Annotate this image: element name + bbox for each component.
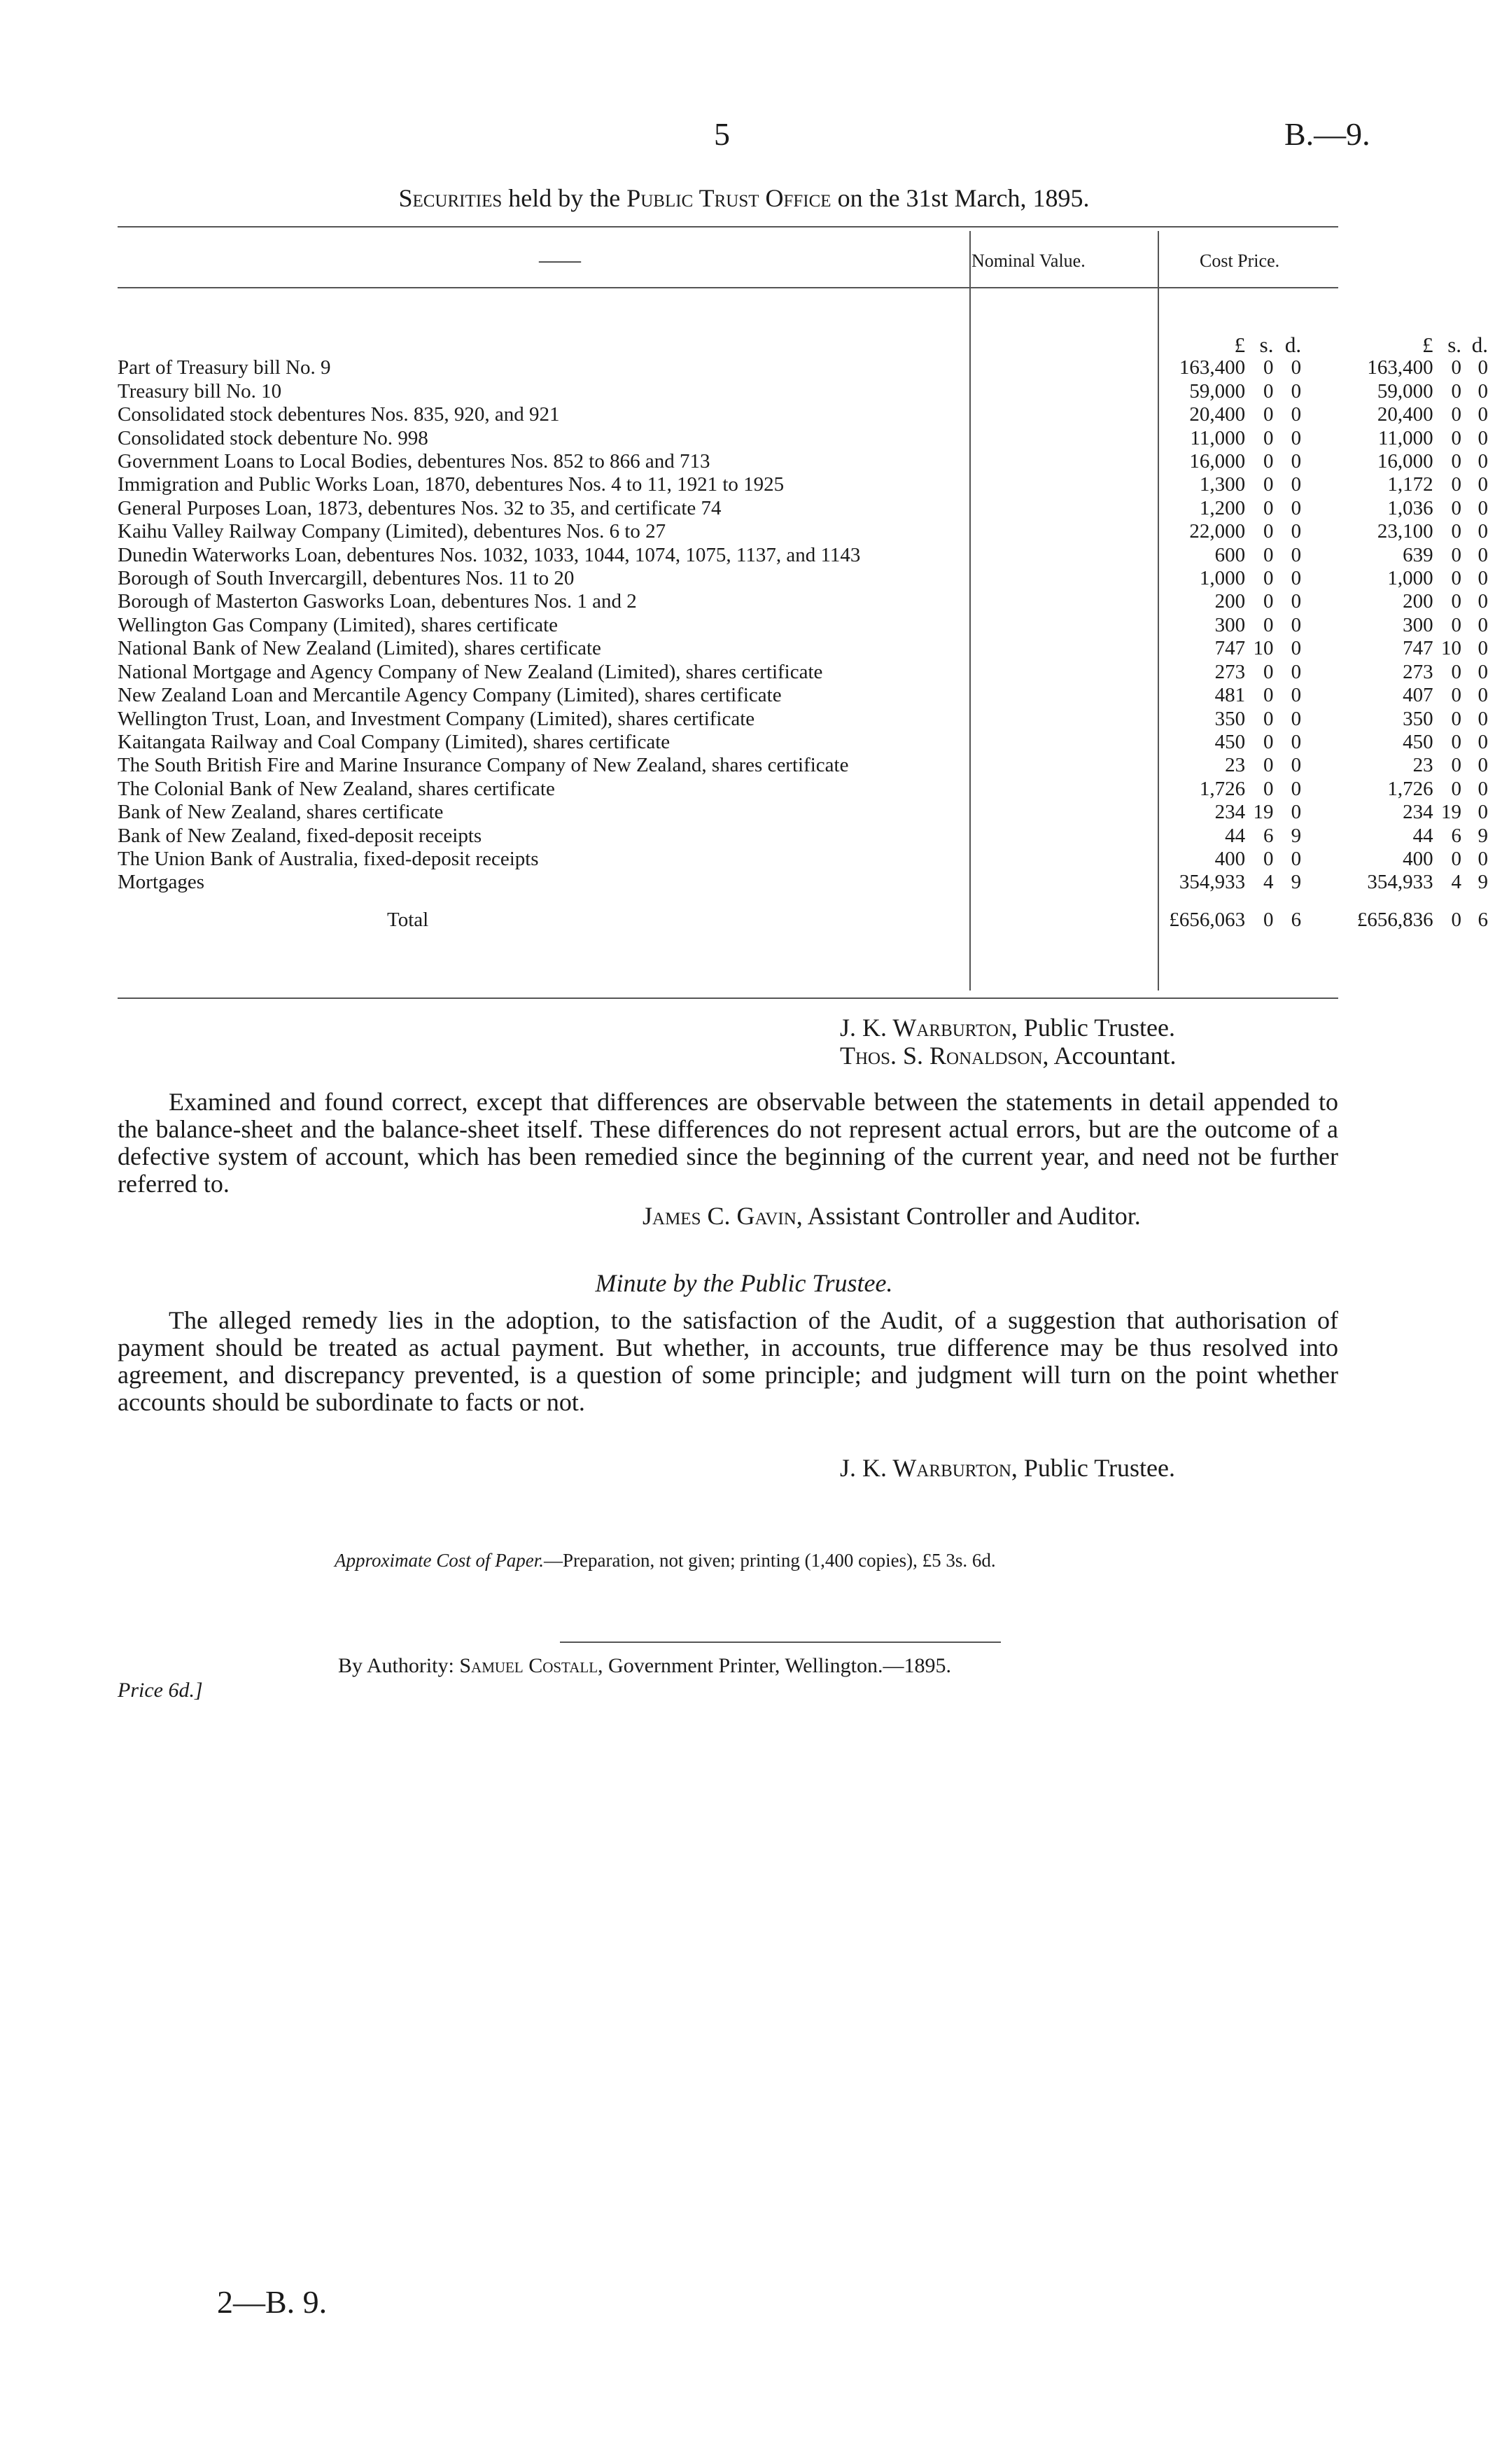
- cost-pounds: 20,400: [1377, 403, 1433, 426]
- nominal-shillings: 0: [1263, 613, 1274, 636]
- minute-paragraph: The alleged remedy lies in the adoption, to the satisfaction of the Audit, of a suggestion that authorisation of payment should be treated as actual payment. But whether, in accounts, true difference may be thus resolved into agreement, and discrepancy prevented, is a question of some principle; and judgment will turn on the point whether accounts should be subordinate to facts or not.: [118, 1306, 1338, 1416]
- nominal-shillings: 4: [1263, 871, 1274, 894]
- signatory-role: Accountant.: [1053, 1042, 1177, 1070]
- security-description: [118, 403, 1140, 426]
- nominal-pence: 0: [1291, 847, 1302, 870]
- nominal-pence: 0: [1291, 660, 1302, 683]
- nominal-pence: 0: [1291, 379, 1302, 402]
- printer-name: Samuel Costall,: [459, 1654, 603, 1677]
- security-description: [118, 731, 1140, 754]
- table-row: [118, 427, 1488, 450]
- signature-minute-trustee: [840, 1454, 1175, 1482]
- page-title: [0, 183, 1488, 213]
- cost-pence: 0: [1478, 707, 1488, 730]
- description-text: Consolidated stock debenture No. 998: [118, 426, 428, 449]
- cost-shillings: 0: [1451, 379, 1462, 402]
- nominal-pounds: 200: [1214, 590, 1246, 613]
- signature-auditor: [643, 1202, 1141, 1230]
- nominal-pounds: 450: [1214, 730, 1246, 753]
- nominal-pence: 0: [1291, 707, 1302, 730]
- cost-pounds: 747: [1403, 637, 1433, 660]
- security-description: [118, 590, 1140, 613]
- security-description: [118, 497, 1140, 520]
- total-nominal-pence: 6: [1291, 908, 1302, 931]
- cost-pounds: 200: [1403, 590, 1433, 613]
- total-label-cell: [118, 895, 1140, 932]
- nominal-pounds: 20,400: [1189, 403, 1246, 426]
- title-word-date: on the 31st March, 1895.: [837, 184, 1090, 212]
- cost-shillings: 6: [1451, 824, 1462, 847]
- security-description: [118, 778, 1140, 801]
- table-header-rule: [118, 287, 1338, 288]
- nominal-pounds: 59,000: [1189, 379, 1246, 402]
- nominal-pence: 0: [1291, 567, 1302, 590]
- cost-pence: 0: [1478, 567, 1488, 590]
- description-text: Bank of New Zealand, shares certificate: [118, 801, 444, 824]
- table-row: [118, 380, 1488, 403]
- nominal-shillings: 0: [1263, 520, 1274, 543]
- description-text: Government Loans to Local Bodies, debentures Nos. 852 to 866 and 713: [118, 450, 710, 473]
- signatory-role: Assistant Controller and Auditor.: [807, 1202, 1141, 1230]
- cost-shillings: 0: [1451, 590, 1462, 613]
- nominal-pounds: 1,726: [1199, 777, 1246, 800]
- table-row: [118, 848, 1488, 871]
- nominal-pounds: 600: [1214, 543, 1246, 566]
- cost-shillings: 0: [1451, 684, 1462, 707]
- total-cost-pence: 6: [1478, 908, 1488, 931]
- cost-pence: 0: [1478, 473, 1488, 496]
- nominal-pounds: 400: [1214, 847, 1246, 870]
- signature-public-trustee: [840, 1014, 1175, 1042]
- nominal-shillings: 0: [1263, 403, 1274, 426]
- cost-pence: 0: [1478, 590, 1488, 613]
- signatory-name: Thos. S. Ronaldson,: [840, 1042, 1049, 1070]
- cost-pence: 0: [1478, 847, 1488, 870]
- nominal-pounds: 747: [1214, 637, 1246, 660]
- security-description: [118, 848, 1140, 871]
- nominal-pence: 0: [1291, 356, 1302, 379]
- table-row: [118, 567, 1488, 590]
- description-text: National Mortgage and Agency Company of New Zealand (Limited), shares certificate: [118, 660, 823, 683]
- nominal-shillings: 0: [1263, 730, 1274, 753]
- cost-shillings: 0: [1451, 754, 1462, 777]
- cost-pounds: 16,000: [1377, 450, 1433, 473]
- table-row: [118, 801, 1488, 824]
- description-text: New Zealand Loan and Mercantile Agency Company (Limited), shares certificate: [118, 684, 782, 707]
- security-description: [118, 684, 1140, 707]
- nominal-pounds: 11,000: [1190, 426, 1246, 449]
- description-text: Bank of New Zealand, fixed-deposit receipts: [118, 824, 482, 847]
- nominal-shillings: 0: [1263, 450, 1274, 473]
- nominal-pounds: 350: [1214, 707, 1246, 730]
- signatory-name: J. K. Warburton,: [840, 1454, 1018, 1482]
- header-nominal-value: Nominal Value.: [971, 251, 1086, 271]
- cost-pounds: 450: [1403, 730, 1433, 753]
- table-row: [118, 450, 1488, 473]
- cost-pounds: 273: [1403, 660, 1433, 683]
- sheet-signature-mark: 2—B. 9.: [217, 2284, 328, 2320]
- table-row: [118, 778, 1488, 801]
- nominal-pence: 0: [1291, 543, 1302, 566]
- cost-shillings: 0: [1451, 403, 1462, 426]
- table-row: [118, 754, 1488, 777]
- cost-shillings: 0: [1451, 567, 1462, 590]
- cost-shillings: 0: [1451, 426, 1462, 449]
- cost-of-paper-note: [335, 1550, 996, 1572]
- description-text: The Colonial Bank of New Zealand, shares certificate: [118, 777, 555, 800]
- cost-pence: 0: [1478, 403, 1488, 426]
- cost-pounds: 234: [1403, 801, 1433, 824]
- nominal-pence: 0: [1291, 520, 1302, 543]
- cost-pounds: 11,000: [1377, 426, 1433, 449]
- table-top-rule: [118, 226, 1338, 227]
- table-row: [118, 661, 1488, 684]
- security-description: [118, 661, 1140, 684]
- unit-shilling: s.: [1447, 332, 1462, 357]
- nominal-shillings: 0: [1263, 847, 1274, 870]
- total-label: Total: [387, 908, 429, 931]
- cost-shillings: 0: [1451, 613, 1462, 636]
- total-cost-pounds: £656,836: [1356, 908, 1433, 931]
- table-row: [118, 520, 1488, 543]
- table-bottom-rule: [118, 997, 1338, 999]
- nominal-pence: 0: [1291, 426, 1302, 449]
- table-row: [118, 590, 1488, 613]
- cost-shillings: 0: [1451, 356, 1462, 379]
- description-text: Kaihu Valley Railway Company (Limited), debentures Nos. 6 to 27: [118, 520, 666, 543]
- security-description: [118, 427, 1140, 450]
- signatory-role: Public Trustee.: [1023, 1014, 1175, 1042]
- cost-pence: 9: [1478, 871, 1488, 894]
- cost-pence: 0: [1478, 356, 1488, 379]
- header-blank-column: ——: [539, 248, 581, 272]
- cost-pounds: 23,100: [1377, 520, 1433, 543]
- security-description: [118, 825, 1140, 848]
- description-text: Kaitangata Railway and Coal Company (Limited), shares certificate: [118, 730, 671, 753]
- minute-heading: Minute by the Public Trustee.: [595, 1269, 893, 1297]
- nominal-shillings: 0: [1263, 426, 1274, 449]
- nominal-pounds: 44: [1225, 824, 1246, 847]
- cost-pounds: 1,000: [1387, 567, 1433, 590]
- description-text: Borough of Masterton Gasworks Loan, debentures Nos. 1 and 2: [118, 590, 637, 613]
- cost-shillings: 0: [1451, 496, 1462, 519]
- nominal-pence: 0: [1291, 613, 1302, 636]
- security-description: [118, 637, 1140, 660]
- table-row: [118, 544, 1488, 567]
- description-text: Consolidated stock debentures Nos. 835, 920, and 921: [118, 403, 560, 426]
- security-description: [118, 801, 1140, 824]
- authority-suffix: Government Printer, Wellington.—1895.: [608, 1654, 951, 1677]
- audit-paragraph: Examined and found correct, except that differences are observable between the statements in detail appended to the balance-sheet and the balance-sheet itself. These differences do not represent actual errors, but are the outcome of a defective system of account, which has been remedied since the beginning of the current year, and need not be further referred to.: [118, 1088, 1338, 1198]
- cost-pounds: 300: [1403, 613, 1433, 636]
- authority-prefix: By Authority:: [338, 1654, 454, 1677]
- description-text: The Union Bank of Australia, fixed-deposit receipts: [118, 847, 539, 870]
- cost-shillings: 0: [1451, 847, 1462, 870]
- nominal-shillings: 0: [1263, 473, 1274, 496]
- description-text: Mortgages: [118, 871, 205, 894]
- nominal-pence: 0: [1291, 496, 1302, 519]
- cost-pence: 0: [1478, 496, 1488, 519]
- nominal-pounds: 1,000: [1199, 567, 1246, 590]
- nominal-pounds: 1,300: [1199, 473, 1246, 496]
- cost-shillings: 0: [1451, 520, 1462, 543]
- description-text: The South British Fire and Marine Insurance Company of New Zealand, shares certificate: [118, 754, 849, 777]
- nominal-shillings: 0: [1263, 543, 1274, 566]
- cost-pence: 0: [1478, 754, 1488, 777]
- table-row: [118, 614, 1488, 637]
- securities-table: [118, 333, 1488, 932]
- cost-pence: 0: [1478, 801, 1488, 824]
- security-description: [118, 520, 1140, 543]
- cost-pounds: 44: [1412, 824, 1433, 847]
- page-number: 5: [714, 116, 730, 152]
- cost-text: —Preparation, not given; printing (1,400 copies), £5 3s. 6d.: [543, 1550, 996, 1571]
- cost-pounds: 639: [1403, 543, 1433, 566]
- cost-shillings: 10: [1441, 637, 1462, 660]
- cost-pence: 0: [1478, 520, 1488, 543]
- nominal-shillings: 0: [1263, 356, 1274, 379]
- cost-pounds: 59,000: [1377, 379, 1433, 402]
- cost-shillings: 0: [1451, 450, 1462, 473]
- cost-pounds: 354,933: [1367, 871, 1433, 894]
- unit-pence: d.: [1284, 332, 1302, 357]
- nominal-pounds: 23: [1225, 754, 1246, 777]
- unit-pence: d.: [1471, 332, 1488, 357]
- description-text: Part of Treasury bill No. 9: [118, 356, 331, 379]
- security-description: [118, 544, 1140, 567]
- nominal-shillings: 0: [1263, 707, 1274, 730]
- nominal-shillings: 0: [1263, 754, 1274, 777]
- cost-pounds: 350: [1403, 707, 1433, 730]
- nominal-pence: 0: [1291, 801, 1302, 824]
- cost-shillings: 19: [1441, 801, 1462, 824]
- nominal-shillings: 0: [1263, 684, 1274, 707]
- table-row: [118, 473, 1488, 496]
- printer-authority: [338, 1654, 951, 1678]
- signatory-role: Public Trustee.: [1023, 1454, 1175, 1482]
- nominal-pence: 0: [1291, 403, 1302, 426]
- total-nominal-shillings: 0: [1263, 908, 1274, 931]
- security-description: [118, 614, 1140, 637]
- header-cost-price: Cost Price.: [1200, 251, 1280, 271]
- nominal-shillings: 0: [1263, 590, 1274, 613]
- table-row: [118, 708, 1488, 731]
- nominal-pence: 0: [1291, 590, 1302, 613]
- nominal-pounds: 354,933: [1179, 871, 1246, 894]
- nominal-pence: 0: [1291, 730, 1302, 753]
- unit-pound: £: [1234, 332, 1246, 357]
- security-description: [118, 754, 1140, 777]
- nominal-pence: 0: [1291, 637, 1302, 660]
- cost-pounds: 23: [1412, 754, 1433, 777]
- cost-pence: 0: [1478, 660, 1488, 683]
- table-row: [118, 403, 1488, 426]
- cost-pence: 0: [1478, 450, 1488, 473]
- nominal-pounds: 16,000: [1189, 450, 1246, 473]
- signatory-name: J. K. Warburton,: [840, 1014, 1018, 1042]
- nominal-shillings: 19: [1253, 801, 1274, 824]
- nominal-pounds: 300: [1214, 613, 1246, 636]
- cost-pounds: 1,726: [1387, 777, 1433, 800]
- security-description: [118, 567, 1140, 590]
- cost-shillings: 0: [1451, 777, 1462, 800]
- authority-rule: [560, 1642, 1001, 1643]
- unit-shilling: s.: [1259, 332, 1274, 357]
- table-row: [118, 356, 1488, 379]
- cost-pounds: 1,172: [1387, 473, 1433, 496]
- nominal-pounds: 163,400: [1179, 356, 1246, 379]
- price-note: Price 6d.]: [118, 1679, 203, 1702]
- total-cost-shillings: 0: [1451, 908, 1462, 931]
- description-text: Borough of South Invercargill, debentures Nos. 11 to 20: [118, 567, 575, 590]
- cost-shillings: 4: [1451, 871, 1462, 894]
- cost-pounds: 1,036: [1387, 496, 1433, 519]
- title-word-securities: Securities: [398, 184, 503, 212]
- cost-pounds: 163,400: [1367, 356, 1433, 379]
- nominal-shillings: 6: [1263, 824, 1274, 847]
- cost-pounds: 400: [1403, 847, 1433, 870]
- nominal-pence: 9: [1291, 871, 1302, 894]
- cost-pence: 0: [1478, 777, 1488, 800]
- nominal-pounds: 22,000: [1189, 520, 1246, 543]
- cost-pence: 0: [1478, 637, 1488, 660]
- security-description: [118, 708, 1140, 731]
- table-row: [118, 637, 1488, 660]
- security-description: [118, 473, 1140, 496]
- nominal-pence: 0: [1291, 450, 1302, 473]
- security-description: [118, 871, 1140, 894]
- table-row: [118, 825, 1488, 848]
- nominal-pounds: 481: [1214, 684, 1246, 707]
- table-row: [118, 497, 1488, 520]
- cost-label: Approximate Cost of Paper.: [335, 1550, 544, 1571]
- units-blank: [118, 333, 1140, 356]
- cost-pence: 0: [1478, 613, 1488, 636]
- cost-pence: 0: [1478, 543, 1488, 566]
- nominal-pence: 9: [1291, 824, 1302, 847]
- description-text: General Purposes Loan, 1873, debentures Nos. 32 to 35, and certificate 74: [118, 496, 722, 519]
- nominal-shillings: 0: [1263, 496, 1274, 519]
- nominal-shillings: 0: [1263, 379, 1274, 402]
- cost-shillings: 0: [1451, 707, 1462, 730]
- title-word-office: Public Trust Office: [626, 184, 831, 212]
- nominal-shillings: 10: [1253, 637, 1274, 660]
- total-row: [118, 895, 1488, 932]
- security-description: [118, 356, 1140, 379]
- table-row: [118, 684, 1488, 707]
- nominal-pounds: 1,200: [1199, 496, 1246, 519]
- securities-table-body: [118, 333, 1488, 932]
- cost-shillings: 0: [1451, 473, 1462, 496]
- description-text: Wellington Trust, Loan, and Investment Company (Limited), shares certificate: [118, 707, 755, 730]
- cost-shillings: 0: [1451, 660, 1462, 683]
- description-text: Immigration and Public Works Loan, 1870, debentures Nos. 4 to 11, 1921 to 1925: [118, 473, 785, 496]
- nominal-pence: 0: [1291, 754, 1302, 777]
- cost-pence: 9: [1478, 824, 1488, 847]
- cost-pence: 0: [1478, 730, 1488, 753]
- cost-pence: 0: [1478, 426, 1488, 449]
- nominal-pence: 0: [1291, 473, 1302, 496]
- nominal-shillings: 0: [1263, 777, 1274, 800]
- unit-pound: £: [1422, 332, 1433, 357]
- total-nominal-pounds: £656,063: [1169, 908, 1246, 931]
- description-text: National Bank of New Zealand (Limited), shares certificate: [118, 637, 601, 660]
- cost-shillings: 0: [1451, 730, 1462, 753]
- security-description: [118, 380, 1140, 403]
- nominal-pounds: 273: [1214, 660, 1246, 683]
- nominal-shillings: 0: [1263, 567, 1274, 590]
- signature-accountant: [840, 1042, 1177, 1070]
- cost-shillings: 0: [1451, 543, 1462, 566]
- description-text: Dunedin Waterworks Loan, debentures Nos. 1032, 1033, 1044, 1074, 1075, 1137, and 1143: [118, 543, 861, 566]
- title-word-held: held by the: [508, 184, 621, 212]
- document-code: B.—9.: [1284, 116, 1370, 152]
- nominal-pounds: 234: [1214, 801, 1246, 824]
- cost-pence: 0: [1478, 684, 1488, 707]
- security-description: [118, 450, 1140, 473]
- table-row: [118, 731, 1488, 754]
- nominal-pence: 0: [1291, 684, 1302, 707]
- units-row: [118, 333, 1488, 356]
- description-text: Wellington Gas Company (Limited), shares certificate: [118, 613, 559, 636]
- nominal-pence: 0: [1291, 777, 1302, 800]
- nominal-shillings: 0: [1263, 660, 1274, 683]
- signatory-name: James C. Gavin,: [643, 1202, 803, 1230]
- table-row: [118, 871, 1488, 894]
- description-text: Treasury bill No. 10: [118, 379, 282, 402]
- cost-pence: 0: [1478, 379, 1488, 402]
- cost-pounds: 407: [1403, 684, 1433, 707]
